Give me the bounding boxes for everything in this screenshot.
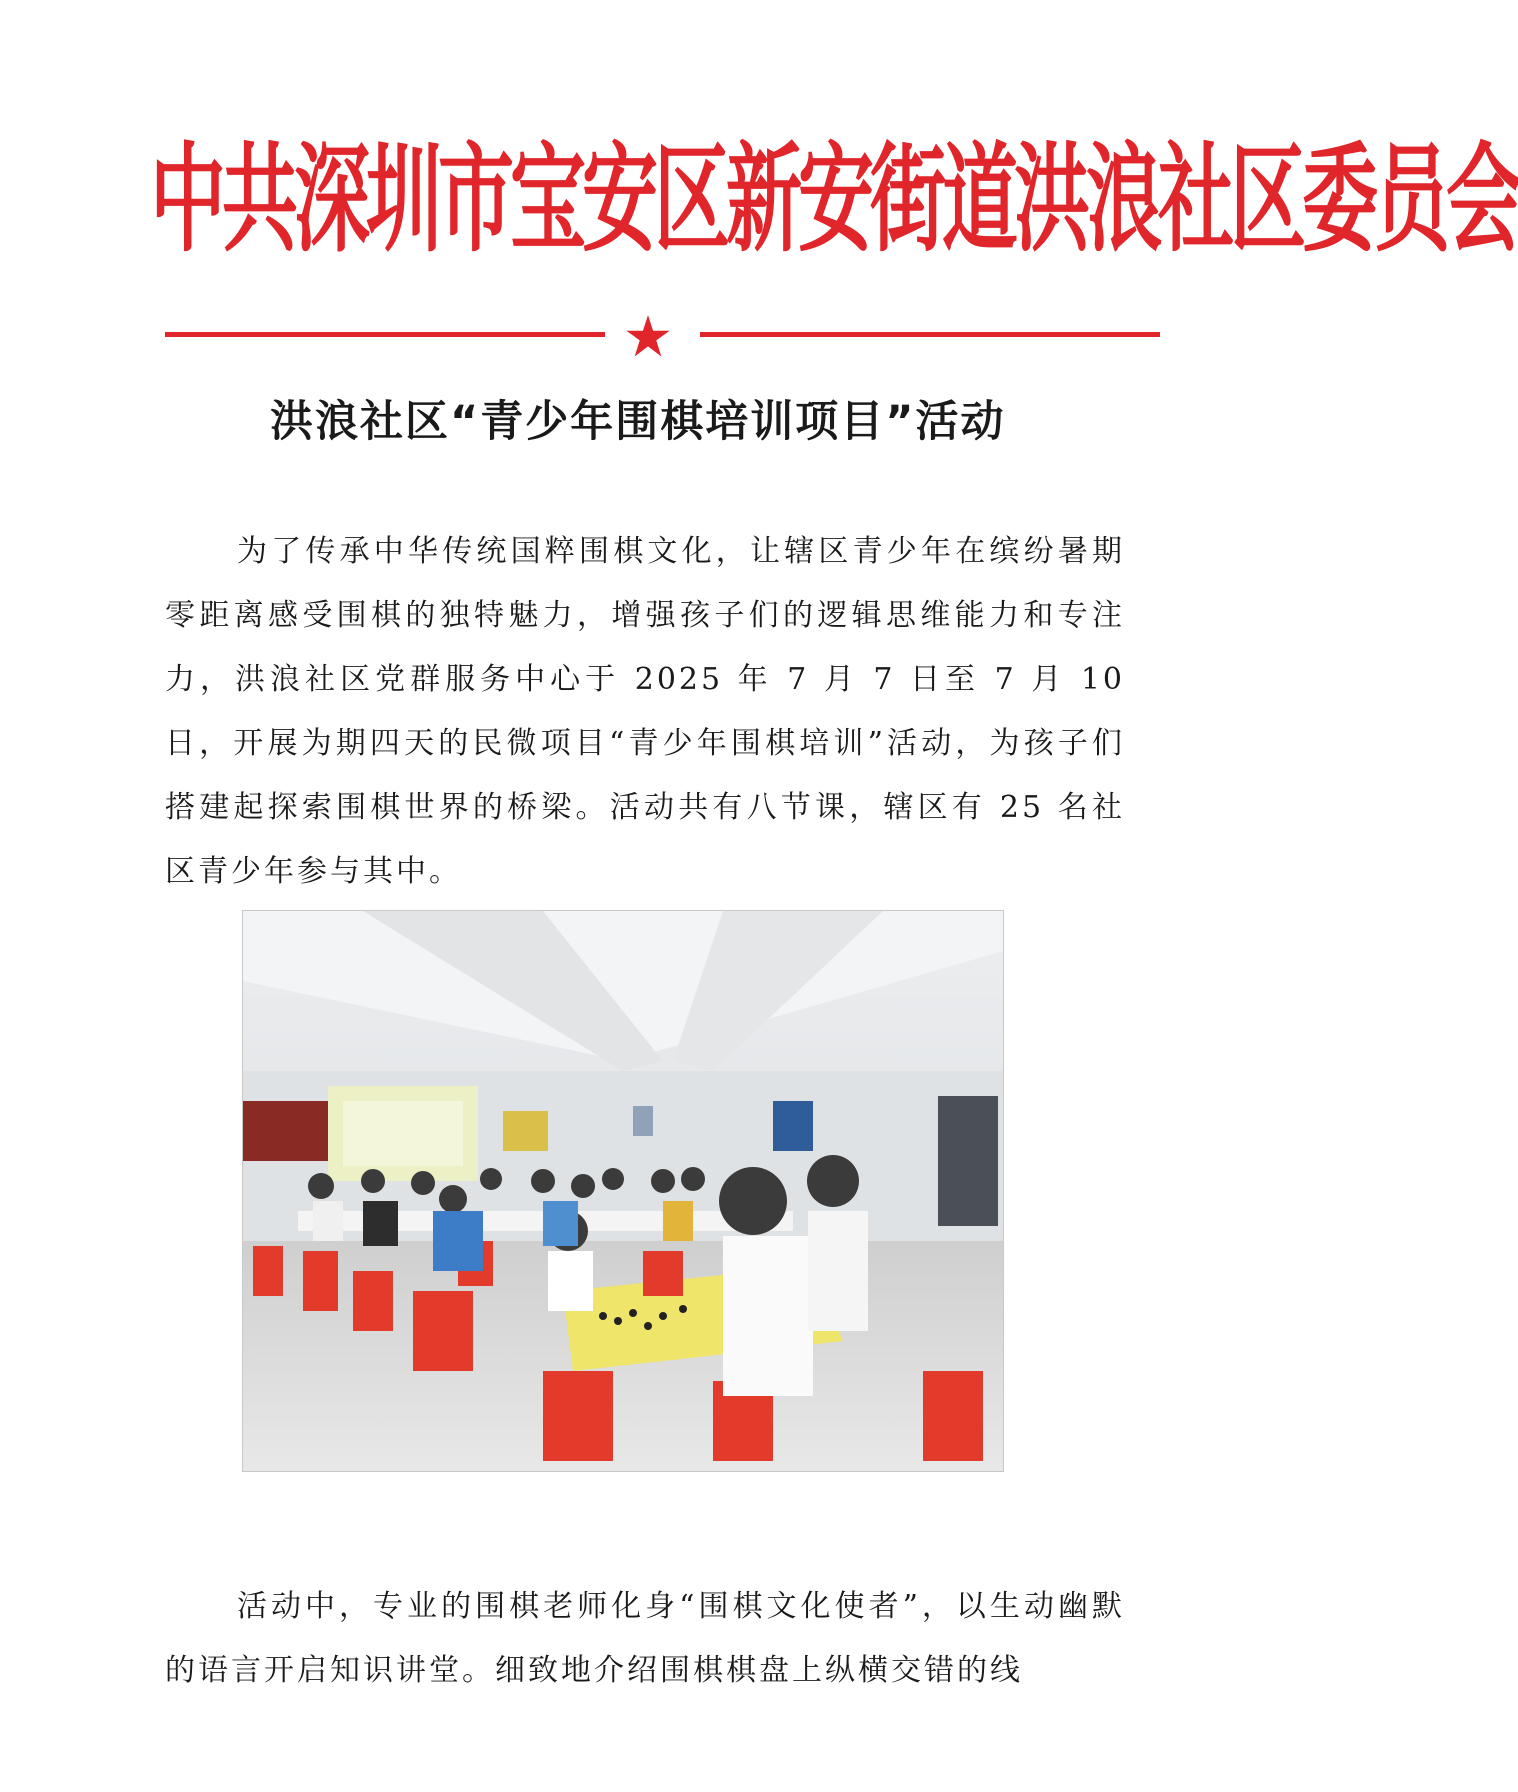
star-icon: [625, 314, 671, 358]
body-paragraph-2: 活动中，专业的围棋老师化身“围棋文化使者”，以生动幽默的语言开启知识讲堂。细致地介绍围棋棋盘上纵横交错的线: [165, 1589, 1125, 1688]
activity-photo: [242, 910, 1004, 1472]
document-title: 洪浪社区“青少年围棋培训项目”活动: [270, 397, 1006, 447]
red-divider-left: [165, 332, 605, 337]
red-divider-right: [700, 332, 1160, 337]
body-paragraph-1: 为了传承中华传统国粹围棋文化，让辖区青少年在缤纷暑期零距离感受围棋的独特魅力，增强孩子们的逻辑思维能力和专注力，洪浪社区党群服务中心于 2025 年 7 月 7 日至 7 月 10 日，开展为期四天的民微项目“青少年围棋培训”活动，为孩子们搭建起探索围棋世界的桥梁。活动共有八节课，辖区有 25 名社区青少年参与其中。: [165, 534, 1125, 889]
organization-header: 中共深圳市宝安区新安街道洪浪社区委员会: [150, 130, 1518, 268]
